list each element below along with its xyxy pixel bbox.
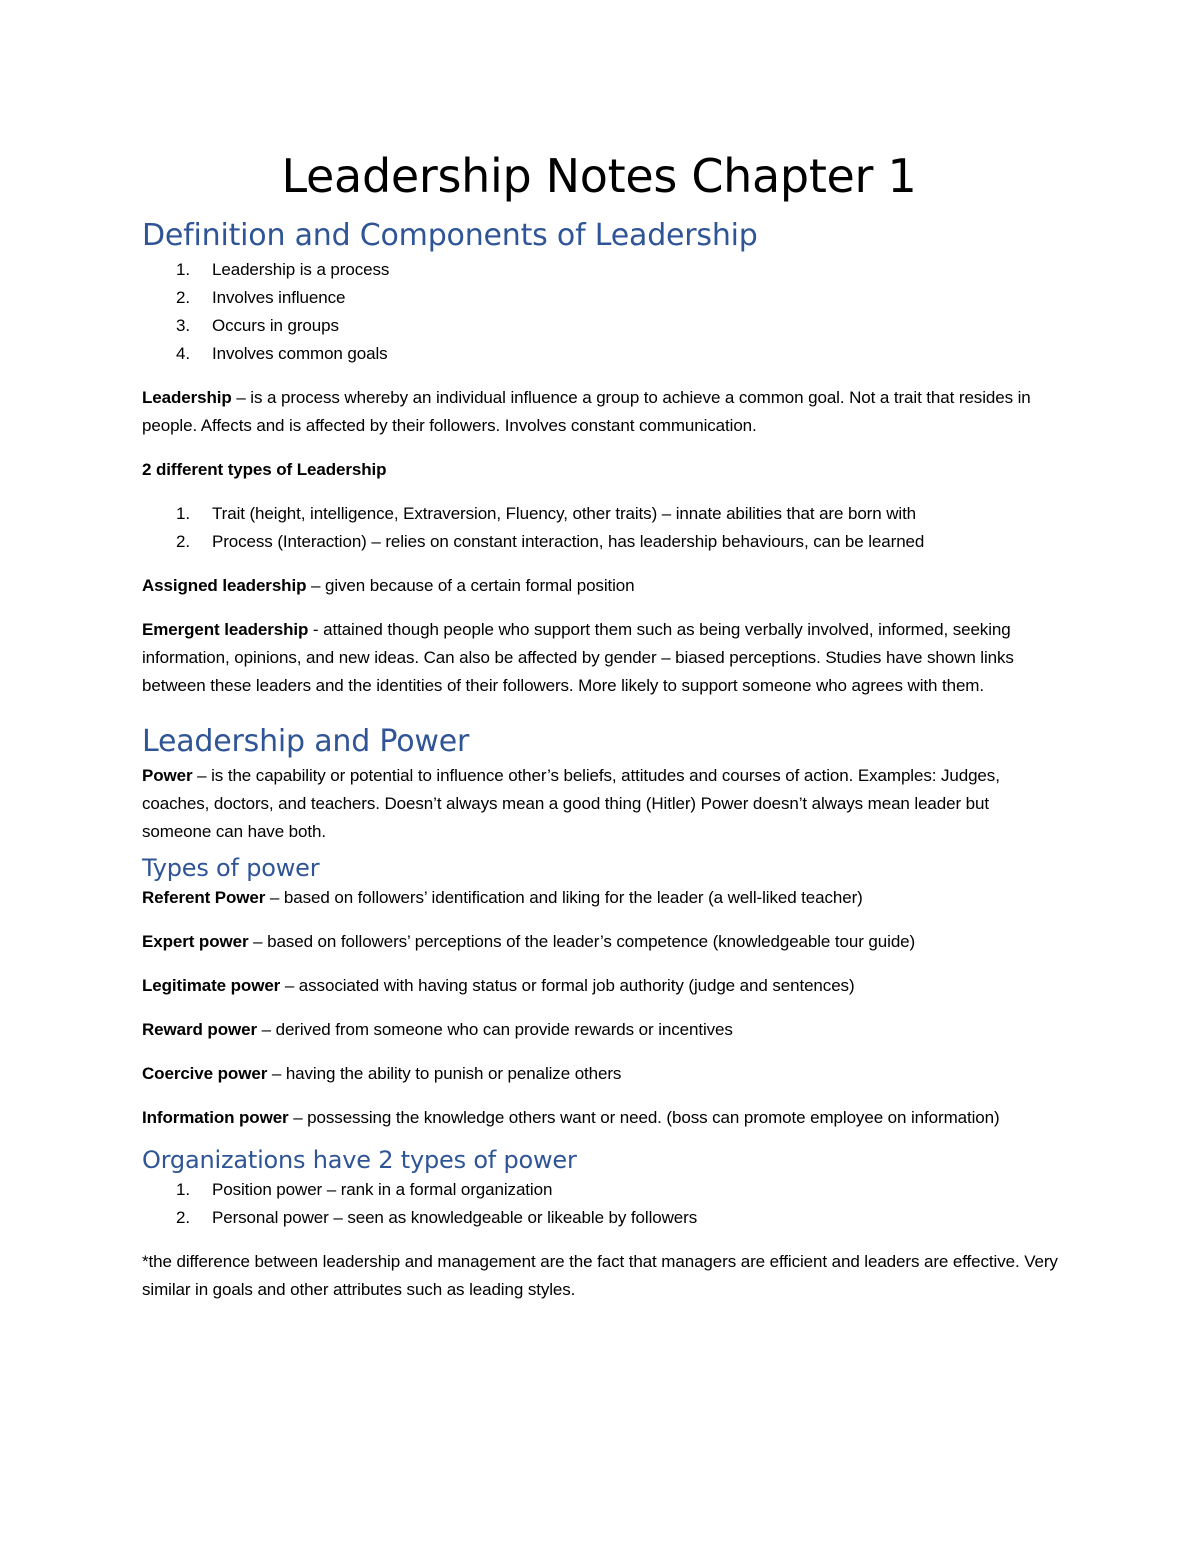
definition-text: – given because of a certain formal position [306,576,635,595]
list-item [142,528,1062,556]
list-number: 1. [176,260,190,279]
power-type-information [142,1104,1062,1132]
list-item [142,1176,1062,1204]
list-item-text: Involves common goals [212,344,388,363]
leadership-definition [142,384,1062,440]
term: Referent Power [142,888,266,907]
definition-text: - attained though people who support them such as being verbally involved, informed, seeking information, opinions, and new ideas. Can also be affected by gender – biased perceptions. Studies have shown links between these leaders and the identities of their followers. More likely to support someone who agrees with them. [142,620,1014,695]
definition-text: – associated with having status or formal job authority (judge and sentences) [280,976,855,995]
definition-text: – having the ability to punish or penalize others [267,1064,622,1083]
list-item-text: Involves influence [212,288,346,307]
power-type-expert [142,928,1062,956]
definition-text: – possessing the knowledge others want or need. (boss can promote employee on information) [288,1108,1000,1127]
list-item [142,500,1062,528]
term: Leadership [142,388,232,407]
heading-types-of-power: Types of power [142,854,320,882]
definition-text: – based on followers’ perceptions of the leader’s competence (knowledgeable tour guide) [248,932,916,951]
list-item [142,284,1062,312]
term: Reward power [142,1020,257,1039]
term: Legitimate power [142,976,281,995]
term: Coercive power [142,1064,268,1083]
list-item [142,312,1062,340]
list-item [142,1204,1062,1232]
emergent-leadership [142,616,1062,700]
list-item-text: Personal power – seen as knowledgeable or likeable by followers [212,1208,698,1227]
list-number: 3. [176,316,190,335]
heading-leadership-power: Leadership and Power [142,724,470,759]
footnote: *the difference between leadership and management are the fact that managers are efficient and leaders are effective. Very similar in goals and other attributes such as leading styles. [142,1252,1058,1299]
power-type-referent [142,884,1062,912]
term: Expert power [142,932,249,951]
definition-text: – derived from someone who can provide rewards or incentives [257,1020,733,1039]
organization-power-list [142,1176,1062,1232]
list-item-text: Occurs in groups [212,316,339,335]
components-list [142,256,1062,368]
power-type-coercive [142,1060,1062,1088]
definition-text: – is a process whereby an individual influence a group to achieve a common goal. Not a trait that resides in people. Affects and is affected by their followers. Involves constant communication. [142,388,1031,435]
power-type-reward [142,1016,1062,1044]
list-number: 2. [176,532,190,551]
heading-definition-components: Definition and Components of Leadership [142,218,758,253]
list-item [142,340,1062,368]
list-number: 1. [176,504,190,523]
term: Emergent leadership [142,620,309,639]
list-item-text: Position power – rank in a formal organization [212,1180,553,1199]
bold-heading: 2 different types of Leadership [142,460,387,479]
list-number: 1. [176,1180,190,1199]
list-item-text: Trait (height, intelligence, Extraversion, Fluency, other traits) – innate abilities that are born with [212,504,917,523]
types-of-leadership-heading [142,456,1062,484]
power-definition [142,762,1062,846]
list-number: 2. [176,1208,190,1227]
heading-organizations-power: Organizations have 2 types of power [142,1146,577,1174]
list-item-text: Process (Interaction) – relies on constant interaction, has leadership behaviours, can be learned [212,532,925,551]
list-item-text: Leadership is a process [212,260,390,279]
term: Information power [142,1108,289,1127]
list-number: 2. [176,288,190,307]
list-item [142,256,1062,284]
types-of-leadership-list [142,500,1062,556]
definition-text: – based on followers’ identification and liking for the leader (a well-liked teacher) [265,888,863,907]
power-type-legitimate [142,972,1062,1000]
term: Assigned leadership [142,576,307,595]
definition-text: – is the capability or potential to influence other’s beliefs, attitudes and courses of action. Examples: Judges, coaches, doctors, and teachers. Doesn’t always mean a good thing (Hitler) Power doesn’t always mean leader but someone can have both. [142,766,1000,841]
list-number: 4. [176,344,190,363]
document-title: Leadership Notes Chapter 1 [281,149,917,203]
term: Power [142,766,193,785]
assigned-leadership [142,572,1062,600]
document-page [142,140,1062,1304]
